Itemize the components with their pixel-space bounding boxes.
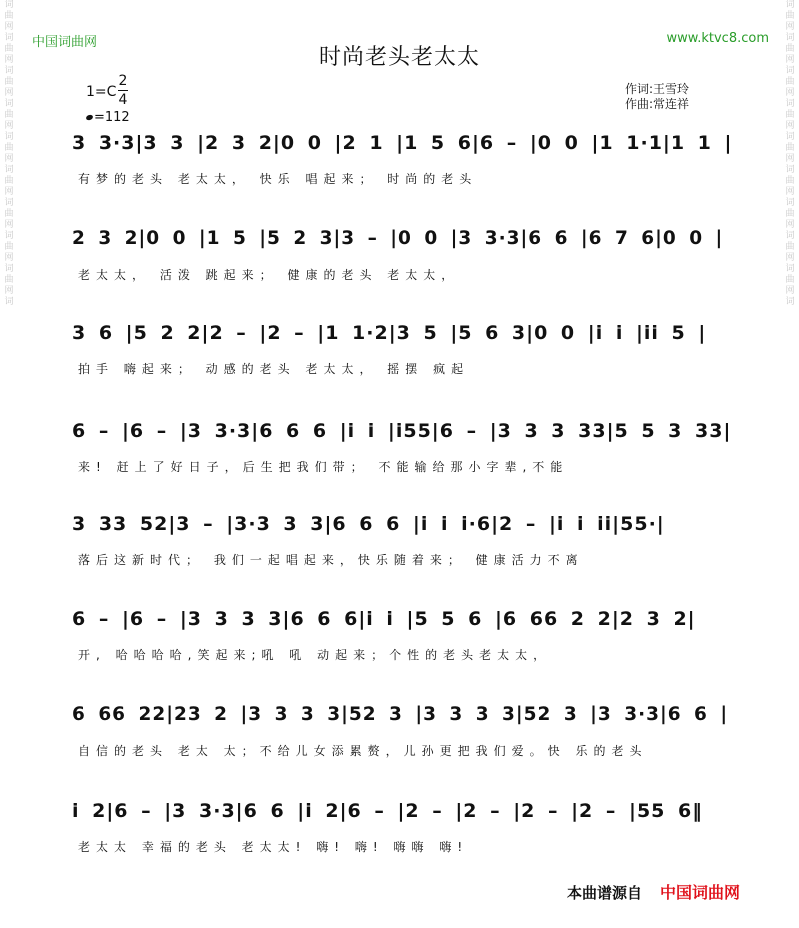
watermark-char: 词 — [4, 66, 14, 76]
tempo-marking — [86, 110, 130, 125]
source-label: 本曲谱源自 — [567, 884, 643, 902]
watermark-char: 词 — [785, 0, 795, 10]
notation-row: 6 66 22|23 2 |3 3 3 3|52 3 |3 3 3 3|52 3 |3 3·3|6 6 | — [72, 704, 729, 725]
watermark-char: 词 — [785, 99, 795, 109]
lyrics-row: 开, 哈哈哈哈,笑起来;吼 吼 动起来；个性的老头老太太， — [78, 648, 552, 662]
watermark-char: 网 — [785, 22, 795, 32]
notation-row: 3 6 |5 2 2|2 – |2 – |1 1·2|3 5 |5 6 3|0 0 |i i |ii 5 | — [72, 322, 707, 344]
site-url-right: www.ktvc8.com — [666, 31, 769, 46]
watermark-char: 网 — [4, 220, 14, 230]
watermark-char: 词 — [785, 132, 795, 142]
watermark-char: 词 — [4, 198, 14, 208]
watermark-char: 网 — [4, 286, 14, 296]
watermark-char: 曲 — [785, 44, 795, 54]
watermark-char: 词 — [785, 198, 795, 208]
watermark-char: 网 — [785, 187, 795, 197]
watermark-char: 曲 — [785, 143, 795, 153]
meter-bottom: 4 — [118, 92, 128, 108]
watermark-char: 网 — [785, 253, 795, 263]
watermark-char: 词 — [4, 33, 14, 43]
watermark-char: 网 — [785, 121, 795, 131]
watermark-char: 网 — [4, 253, 14, 263]
quarter-note-icon — [85, 114, 93, 121]
composer: 作曲:常连祥 — [625, 97, 690, 111]
watermark-char: 曲 — [785, 77, 795, 87]
watermark-char: 曲 — [785, 242, 795, 252]
tempo-value: =112 — [94, 110, 130, 125]
lyrics-row: 自信的老头 老太 太；不给儿女添累赘，儿孙更把我们爱。快 乐的老头 — [78, 744, 648, 758]
watermark-char: 曲 — [4, 275, 14, 285]
watermark-char: 词 — [785, 33, 795, 43]
watermark-char: 词 — [4, 264, 14, 274]
watermark-char: 词 — [4, 132, 14, 142]
watermark-char: 词 — [785, 165, 795, 175]
source-footer — [567, 880, 740, 903]
watermark-char: 曲 — [4, 11, 14, 21]
watermark-char: 网 — [4, 22, 14, 32]
watermark-char: 曲 — [785, 11, 795, 21]
lyrics-row: 来! 赶上了好日子，后生把我们带； 不能输给那小字辈,不能 — [78, 460, 569, 474]
watermark-char: 网 — [785, 220, 795, 230]
lyrics-row: 拍手 嗨起来； 动感的老头 老太太， 摇摆 疯起 — [78, 362, 470, 376]
watermark-char: 网 — [785, 286, 795, 296]
watermark-char: 曲 — [4, 110, 14, 120]
watermark-char: 词 — [4, 231, 14, 241]
watermark-char: 网 — [785, 88, 795, 98]
watermark-char: 网 — [785, 55, 795, 65]
watermark-char: 曲 — [4, 143, 14, 153]
source-brand: 中国词曲网 — [660, 883, 741, 902]
watermark-char: 曲 — [785, 275, 795, 285]
lyrics-row: 老太太 幸福的老头 老太太! 嗨! 嗨! 嗨嗨 嗨! — [78, 840, 469, 854]
meter-top: 2 — [118, 73, 128, 89]
watermark-char: 网 — [4, 121, 14, 131]
key-signature: 1=C — [86, 84, 117, 100]
watermark-char: 曲 — [785, 110, 795, 120]
watermark-char: 网 — [4, 187, 14, 197]
watermark-char: 曲 — [4, 176, 14, 186]
watermark-char: 词 — [785, 66, 795, 76]
watermark-char: 网 — [785, 154, 795, 164]
watermark-char: 网 — [4, 55, 14, 65]
lyrics-row: 有梦的老头 老太太， 快乐 唱起来； 时尚的老头 — [78, 172, 478, 186]
watermark-char: 网 — [4, 88, 14, 98]
watermark-char: 曲 — [785, 209, 795, 219]
watermark-char: 词 — [785, 264, 795, 274]
watermark-char: 网 — [4, 154, 14, 164]
song-title: 时尚老头老太太 — [318, 45, 480, 70]
watermark-char: 词 — [4, 99, 14, 109]
site-name-left: 中国词曲网 — [32, 35, 98, 50]
notation-row: 2 3 2|0 0 |1 5 |5 2 3|3 – |0 0 |3 3·3|6 6 |6 7 6|0 0 | — [72, 228, 724, 249]
notation-row: 3 3·3|3 3 |2 3 2|0 0 |2 1 |1 5 6|6 – |0 0 |1 1·1|1 1 | — [72, 132, 733, 154]
watermark-char: 词 — [785, 231, 795, 241]
notation-row: i 2|6 – |3 3·3|6 6 |i 2|6 – |2 – |2 – |2 – |2 – |55 6‖ — [72, 800, 703, 822]
watermark-char: 词 — [4, 165, 14, 175]
notation-row: 3 33 52|3 – |3·3 3 3|6 6 6 |i i i·6|2 – |i i ii|55·| — [72, 513, 665, 535]
credits — [625, 82, 689, 112]
lyricist: 作词:王雪玲 — [625, 82, 690, 96]
watermark-char: 词 — [4, 0, 14, 10]
notation-row: 6 – |6 – |3 3·3|6 6 6 |i i |i55|6 – |3 3 3 33|5 5 3 33| — [72, 420, 732, 442]
notation-row: 6 – |6 – |3 3 3 3|6 6 6|i i |5 5 6 |6 66 2 2|2 3 2| — [72, 608, 696, 630]
lyrics-row: 老太太， 活泼 跳起来； 健康的老头 老太太， — [78, 268, 460, 282]
watermark-char: 曲 — [4, 242, 14, 252]
watermark-char: 曲 — [4, 44, 14, 54]
watermark-char: 曲 — [4, 209, 14, 219]
watermark-char: 词 — [785, 297, 795, 307]
lyrics-row: 落后这新时代； 我们一起唱起来，快乐随着来； 健康活力不离 — [78, 553, 584, 567]
time-signature — [118, 73, 128, 108]
watermark-char: 曲 — [785, 176, 795, 186]
watermark-char: 曲 — [4, 77, 14, 87]
watermark-char: 词 — [4, 297, 14, 307]
